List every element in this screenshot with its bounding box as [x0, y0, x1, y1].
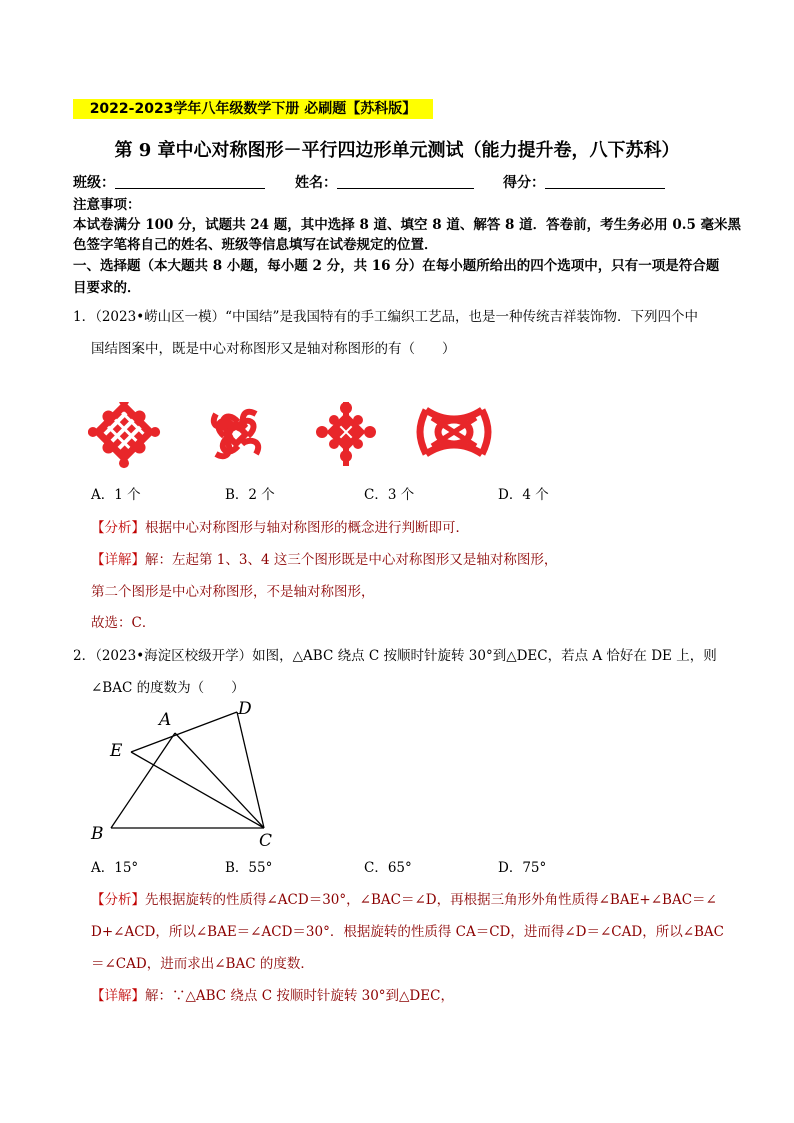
option-a: A．1 个: [91, 487, 141, 503]
question-1-stem: 1．（2023•崂山区一模）“中国结”是我国特有的手工编织工艺品，也是一种传统吉祥装饰物．下列四个中: [73, 309, 698, 325]
detail-1-line: 第二个图形是中心对称图形，不是轴对称图形，: [91, 584, 375, 600]
notes-line: 本试卷满分 100 分，试题共 24 题，其中选择 8 道、填空 8 道、解答 8 道．答卷前，考生务必用 0.5 毫米黑: [73, 217, 742, 233]
score-field: 得分：: [503, 172, 665, 192]
chinese-knot-figures: [88, 402, 508, 472]
point-label-b: B: [91, 824, 104, 844]
page-title: 第 9 章中心对称图形－平行四边形单元测试（能力提升卷，八下苏科）: [114, 140, 680, 161]
section-heading: 一、选择题（本大题共 8 小题，每小题 2 分，共 16 分）在每小题所给出的四个选项中，只有一项是符合题: [73, 258, 720, 274]
point-label-d: D: [238, 700, 252, 719]
triangle-figure: [86, 700, 286, 850]
answer-1: 故选：C．: [91, 615, 156, 631]
detail-1: 【详解】解：左起第 1、3、4 这三个图形既是中心对称图形又是轴对称图形，: [91, 552, 558, 568]
name-field: 姓名：: [295, 172, 474, 192]
notes-line: 色签字笔将自己的姓名、班级等信息填写在试卷规定的位置．: [73, 237, 438, 253]
analysis-2-line: D+∠ACD，所以∠BAE＝∠ACD＝30°．根据旋转的性质得 CA＝CD，进而得∠D＝∠CAD，所以∠BAC: [91, 924, 725, 940]
option-c: C．65°: [364, 860, 412, 876]
knot-figure-4: [420, 410, 488, 454]
question-2-stem: ∠BAC 的度数为（ ）: [91, 680, 245, 696]
knot-figure-1: [88, 402, 164, 472]
option-d: D．4 个: [498, 487, 549, 503]
knot-figure-3: [316, 402, 376, 466]
option-a: A．15°: [91, 860, 139, 876]
analysis-2-line: ＝∠CAD，进而求出∠BAC 的度数．: [91, 956, 314, 972]
point-label-c: C: [259, 831, 273, 850]
analysis-1: 【分析】根据中心对称图形与轴对称图形的概念进行判断即可．: [91, 520, 469, 536]
analysis-2: 【分析】先根据旋转的性质得∠ACD＝30°，∠BAC＝∠D，再根据三角形外角性质得∠BAE+∠BAC＝∠: [91, 892, 717, 908]
option-c: C．3 个: [364, 487, 415, 503]
question-1-stem: 国结图案中，既是中心对称图形又是轴对称图形的有（ ）: [91, 341, 456, 357]
option-d: D．75°: [498, 860, 547, 876]
section-heading: 目要求的．: [73, 280, 141, 296]
detail-2: 【详解】解：∵△ABC 绕点 C 按顺时针旋转 30°到△DEC，: [91, 988, 454, 1004]
option-b: B．55°: [225, 860, 273, 876]
notes-heading: 注意事项：: [73, 197, 141, 213]
class-field: 班级：: [73, 172, 265, 192]
book-banner: 2022-2023学年八年级数学下册 必刷题【苏科版】: [73, 99, 433, 119]
point-label-a: A: [159, 710, 172, 730]
option-b: B．2 个: [225, 487, 275, 503]
point-label-e: E: [110, 741, 123, 761]
question-2-stem: 2．（2023•海淀区校级开学）如图，△ABC 绕点 C 按顺时针旋转 30°到△DEC，若点 A 恰好在 DE 上，则: [73, 648, 717, 664]
knot-figure-2: [214, 412, 258, 456]
